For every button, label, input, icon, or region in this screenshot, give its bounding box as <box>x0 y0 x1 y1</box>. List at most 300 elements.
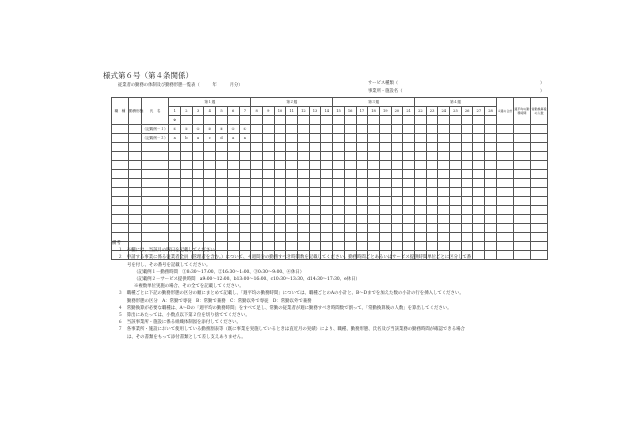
day-of-week-cell <box>216 116 228 125</box>
service-type-label: サービス種類（ <box>368 81 399 86</box>
job-type-cell <box>112 215 129 224</box>
day-cell <box>192 215 204 224</box>
service-type-close: ） <box>540 81 545 86</box>
day-cell <box>415 161 427 170</box>
day-of-week-cell <box>274 116 286 125</box>
day-cell <box>274 224 286 233</box>
day-cell <box>321 197 333 206</box>
day-cell <box>192 152 204 161</box>
summary-cell <box>496 224 513 233</box>
day-of-week-cell <box>356 116 368 125</box>
day-cell <box>286 179 298 188</box>
day-number: 12 <box>298 107 310 116</box>
day-cell <box>262 125 274 134</box>
day-cell <box>239 179 251 188</box>
job-type-cell <box>112 134 129 143</box>
day-cell <box>391 215 403 224</box>
day-cell <box>450 206 462 215</box>
day-number: 19 <box>379 107 391 116</box>
day-cell <box>321 188 333 197</box>
day-cell <box>298 125 310 134</box>
day-number: 7 <box>239 107 251 116</box>
day-cell <box>286 134 298 143</box>
day-of-week-cell <box>251 116 263 125</box>
day-cell <box>192 197 204 206</box>
day-cell <box>344 206 356 215</box>
day-cell <box>426 125 438 134</box>
week-header: 第１週 <box>169 98 251 107</box>
day-number: 17 <box>356 107 368 116</box>
day-cell <box>379 197 391 206</box>
summary-cell <box>496 179 513 188</box>
day-cell <box>473 170 485 179</box>
day-cell <box>379 224 391 233</box>
day-cell <box>227 224 239 233</box>
note-line: 号を付し、その番号を記載してください。 <box>127 262 211 268</box>
day-cell <box>181 161 193 170</box>
day-cell <box>450 197 462 206</box>
day-cell <box>251 152 263 161</box>
day-number: 10 <box>274 107 286 116</box>
day-cell <box>192 143 204 152</box>
day-number: 1 <box>169 107 181 116</box>
day-cell <box>485 215 497 224</box>
day-cell <box>192 179 204 188</box>
day-cell <box>262 170 274 179</box>
day-cell <box>251 143 263 152</box>
job-type-cell <box>112 152 129 161</box>
job-type-cell <box>112 224 129 233</box>
day-cell <box>438 125 450 134</box>
summary-cell <box>530 152 547 161</box>
day-cell <box>286 161 298 170</box>
day-cell <box>227 206 239 215</box>
summary-cell <box>513 143 530 152</box>
day-cell <box>216 152 228 161</box>
day-number: 26 <box>461 107 473 116</box>
name-cell <box>141 215 169 224</box>
table-row <box>112 134 548 143</box>
day-cell <box>262 197 274 206</box>
day-cell <box>368 170 380 179</box>
summary-cell <box>513 170 530 179</box>
day-of-week-cell <box>181 116 193 125</box>
day-cell <box>368 152 380 161</box>
day-cell <box>438 224 450 233</box>
summary-cell <box>513 197 530 206</box>
day-cell <box>461 197 473 206</box>
day-cell <box>181 197 193 206</box>
day-cell <box>356 143 368 152</box>
day-cell <box>450 152 462 161</box>
day-cell <box>286 215 298 224</box>
day-cell <box>286 152 298 161</box>
day-cell <box>239 215 251 224</box>
summary-cell <box>513 188 530 197</box>
summary-cell <box>513 161 530 170</box>
day-cell <box>379 188 391 197</box>
day-cell <box>274 170 286 179</box>
day-cell <box>251 170 263 179</box>
day-cell <box>415 215 427 224</box>
day-cell <box>461 179 473 188</box>
note-line: ３ 職種ごとに下記の勤務形態の区分の順にまとめて記載し、「週平均の勤務時間」については、職種ごとのAの小計と、B～Dまでを加えた数の小計の行を挿入してください。 <box>118 291 464 297</box>
day-cell <box>473 179 485 188</box>
day-cell <box>333 188 345 197</box>
day-of-week-cell <box>426 116 438 125</box>
col-fte-count: 常勤換算後の人数 <box>530 98 547 125</box>
day-of-week-cell <box>333 116 345 125</box>
day-cell <box>262 161 274 170</box>
day-of-week-cell <box>473 116 485 125</box>
day-cell <box>239 188 251 197</box>
day-cell <box>426 152 438 161</box>
name-cell <box>141 224 169 233</box>
day-cell <box>321 143 333 152</box>
day-cell <box>403 188 415 197</box>
day-cell <box>450 161 462 170</box>
col-four-week-total: ４週の合計 <box>496 98 513 125</box>
note-line: ５ 算出にあたっては、小数点以下第２位を切り捨ててください。 <box>118 313 250 319</box>
day-cell <box>251 197 263 206</box>
day-cell <box>356 215 368 224</box>
day-cell <box>344 161 356 170</box>
day-number: 11 <box>286 107 298 116</box>
day-cell: c <box>204 134 216 143</box>
day-cell <box>415 197 427 206</box>
day-cell <box>485 206 497 215</box>
day-cell <box>298 152 310 161</box>
day-cell <box>216 224 228 233</box>
day-of-week-cell <box>403 116 415 125</box>
day-cell <box>333 170 345 179</box>
day-cell <box>415 224 427 233</box>
day-cell <box>262 188 274 197</box>
summary-cell <box>513 125 530 134</box>
day-cell <box>403 152 415 161</box>
day-cell <box>309 188 321 197</box>
day-number: 21 <box>403 107 415 116</box>
table-row <box>112 143 548 152</box>
shift-type-cell <box>129 170 142 179</box>
day-cell <box>333 143 345 152</box>
table-row <box>112 152 548 161</box>
summary-cell <box>496 206 513 215</box>
day-cell <box>403 215 415 224</box>
note-line: は、その書類をもって添付書類として差し支えありません。 <box>127 334 246 340</box>
day-cell <box>333 161 345 170</box>
day-number: 9 <box>262 107 274 116</box>
table-row <box>112 206 548 215</box>
day-cell <box>286 197 298 206</box>
table-row <box>112 188 548 197</box>
day-cell <box>368 197 380 206</box>
week-header: 第３週 <box>333 98 415 107</box>
day-cell <box>344 215 356 224</box>
day-cell <box>461 206 473 215</box>
day-cell <box>286 125 298 134</box>
note-line: 勤務形態の区分 A：常勤で専従 B：常勤で兼務 C：常勤以外で専従 D：常勤以外で兼務 <box>127 298 312 304</box>
job-type-cell <box>112 143 129 152</box>
day-of-week-cell: ※ <box>169 116 181 125</box>
summary-cell <box>513 152 530 161</box>
day-cell <box>309 224 321 233</box>
day-cell <box>391 125 403 134</box>
day-cell <box>309 170 321 179</box>
job-type-cell <box>112 197 129 206</box>
day-cell <box>461 224 473 233</box>
day-cell <box>321 125 333 134</box>
day-cell <box>485 224 497 233</box>
day-cell <box>227 197 239 206</box>
note-line: （記載例２－サービス提供時間 a9:00～12:00、b13:00～16:00、c10:30～13:30、d14:30～17:30、e休日） <box>134 277 360 283</box>
day-number: 6 <box>227 107 239 116</box>
day-cell: ② <box>204 125 216 134</box>
day-cell <box>169 188 181 197</box>
day-cell <box>379 152 391 161</box>
shift-type-cell <box>129 197 142 206</box>
day-number: 24 <box>438 107 450 116</box>
day-of-week-cell <box>227 116 239 125</box>
day-cell <box>426 134 438 143</box>
day-cell <box>368 179 380 188</box>
day-cell <box>438 197 450 206</box>
day-cell <box>473 206 485 215</box>
day-cell <box>239 170 251 179</box>
day-cell <box>251 179 263 188</box>
day-cell: ① <box>227 125 239 134</box>
day-cell <box>204 152 216 161</box>
job-type-cell <box>112 161 129 170</box>
day-cell <box>461 143 473 152</box>
day-cell <box>181 152 193 161</box>
summary-cell <box>496 152 513 161</box>
form-title: 様式第６号（第４条関係） <box>103 71 193 80</box>
day-cell <box>227 188 239 197</box>
day-cell <box>181 143 193 152</box>
day-cell <box>426 215 438 224</box>
day-cell <box>450 134 462 143</box>
day-cell <box>403 134 415 143</box>
day-cell <box>204 206 216 215</box>
day-cell <box>274 179 286 188</box>
day-cell <box>344 224 356 233</box>
day-cell <box>391 134 403 143</box>
day-cell <box>192 188 204 197</box>
day-cell <box>192 206 204 215</box>
day-cell <box>169 143 181 152</box>
day-cell <box>438 152 450 161</box>
day-cell <box>473 134 485 143</box>
day-cell <box>181 206 193 215</box>
day-cell <box>333 206 345 215</box>
day-cell <box>251 224 263 233</box>
day-cell <box>262 152 274 161</box>
day-of-week-cell <box>204 116 216 125</box>
day-cell <box>274 215 286 224</box>
form-subtitle: 従業者の勤務の体制及び勤務形態一覧表（ 年 月分） <box>118 83 243 88</box>
day-cell <box>333 224 345 233</box>
day-of-week-cell <box>309 116 321 125</box>
day-cell <box>356 152 368 161</box>
day-number: 14 <box>321 107 333 116</box>
day-cell <box>204 224 216 233</box>
summary-cell <box>530 206 547 215</box>
day-cell <box>461 125 473 134</box>
summary-cell <box>513 224 530 233</box>
day-cell <box>216 170 228 179</box>
day-cell <box>309 161 321 170</box>
day-cell <box>403 125 415 134</box>
col-weekly-average: 週平均の勤務時間 <box>513 98 530 125</box>
day-cell <box>204 161 216 170</box>
day-cell <box>262 224 274 233</box>
day-cell <box>391 224 403 233</box>
day-cell <box>298 161 310 170</box>
day-number: 22 <box>415 107 427 116</box>
day-cell: a <box>169 134 181 143</box>
day-cell <box>216 215 228 224</box>
day-cell <box>286 188 298 197</box>
col-job-type: 職 種 <box>112 98 129 125</box>
day-cell <box>356 125 368 134</box>
shift-type-cell <box>129 161 142 170</box>
day-number: 23 <box>426 107 438 116</box>
day-cell <box>403 143 415 152</box>
day-number: 8 <box>251 107 263 116</box>
day-cell <box>485 188 497 197</box>
day-cell <box>298 215 310 224</box>
day-cell <box>169 161 181 170</box>
day-cell <box>438 134 450 143</box>
day-cell <box>309 197 321 206</box>
day-cell <box>274 197 286 206</box>
day-cell <box>216 179 228 188</box>
day-number: 20 <box>391 107 403 116</box>
day-cell <box>262 215 274 224</box>
day-cell <box>192 161 204 170</box>
note-line: １ ※欄には、当該月の曜日を記載してください。 <box>118 248 219 254</box>
job-type-cell <box>112 125 129 134</box>
summary-cell <box>530 188 547 197</box>
day-cell <box>298 143 310 152</box>
day-cell <box>485 170 497 179</box>
day-cell <box>473 188 485 197</box>
day-cell <box>262 143 274 152</box>
name-cell <box>141 152 169 161</box>
day-of-week-cell <box>415 116 427 125</box>
day-cell <box>485 125 497 134</box>
day-cell <box>298 179 310 188</box>
day-cell: d <box>216 134 228 143</box>
day-cell <box>415 152 427 161</box>
day-cell <box>216 143 228 152</box>
day-cell: ② <box>216 125 228 134</box>
day-cell <box>333 125 345 134</box>
name-cell <box>141 206 169 215</box>
day-cell <box>262 179 274 188</box>
day-of-week-cell <box>461 116 473 125</box>
day-cell <box>403 179 415 188</box>
day-cell <box>286 206 298 215</box>
day-cell <box>344 143 356 152</box>
day-cell <box>251 134 263 143</box>
day-cell <box>216 161 228 170</box>
day-number: 2 <box>181 107 193 116</box>
day-cell <box>403 224 415 233</box>
day-cell <box>391 197 403 206</box>
day-cell <box>239 152 251 161</box>
day-cell <box>438 161 450 170</box>
summary-cell <box>530 179 547 188</box>
day-cell <box>227 179 239 188</box>
summary-cell <box>513 206 530 215</box>
day-number: 4 <box>204 107 216 116</box>
day-cell <box>368 224 380 233</box>
day-cell <box>309 134 321 143</box>
day-cell <box>251 125 263 134</box>
day-number: 3 <box>192 107 204 116</box>
day-cell <box>169 215 181 224</box>
day-number: 18 <box>368 107 380 116</box>
day-cell <box>227 143 239 152</box>
day-cell <box>415 125 427 134</box>
day-number: 15 <box>333 107 345 116</box>
summary-cell <box>496 143 513 152</box>
day-cell <box>169 206 181 215</box>
day-cell <box>169 224 181 233</box>
shift-table <box>111 97 548 260</box>
day-cell <box>461 134 473 143</box>
day-cell <box>391 152 403 161</box>
shift-type-cell <box>129 152 142 161</box>
day-cell <box>239 206 251 215</box>
day-cell <box>461 188 473 197</box>
job-type-cell <box>112 179 129 188</box>
day-cell <box>181 188 193 197</box>
day-cell <box>321 179 333 188</box>
day-cell <box>309 179 321 188</box>
day-cell <box>274 161 286 170</box>
day-cell <box>379 143 391 152</box>
summary-cell <box>530 215 547 224</box>
table-row <box>112 197 548 206</box>
summary-cell <box>530 134 547 143</box>
name-cell <box>141 143 169 152</box>
day-cell <box>309 215 321 224</box>
day-cell <box>333 179 345 188</box>
day-cell <box>262 134 274 143</box>
day-cell <box>356 170 368 179</box>
day-cell <box>309 143 321 152</box>
day-cell <box>333 152 345 161</box>
day-cell <box>356 206 368 215</box>
summary-cell <box>496 215 513 224</box>
day-cell <box>274 143 286 152</box>
summary-cell <box>530 161 547 170</box>
day-cell <box>461 161 473 170</box>
table-row <box>112 170 548 179</box>
day-of-week-cell <box>321 116 333 125</box>
day-cell <box>473 143 485 152</box>
summary-cell <box>496 161 513 170</box>
day-cell <box>227 170 239 179</box>
summary-cell <box>496 134 513 143</box>
week-header: 第４週 <box>415 98 497 107</box>
day-cell <box>379 170 391 179</box>
summary-cell <box>530 170 547 179</box>
day-cell <box>368 143 380 152</box>
